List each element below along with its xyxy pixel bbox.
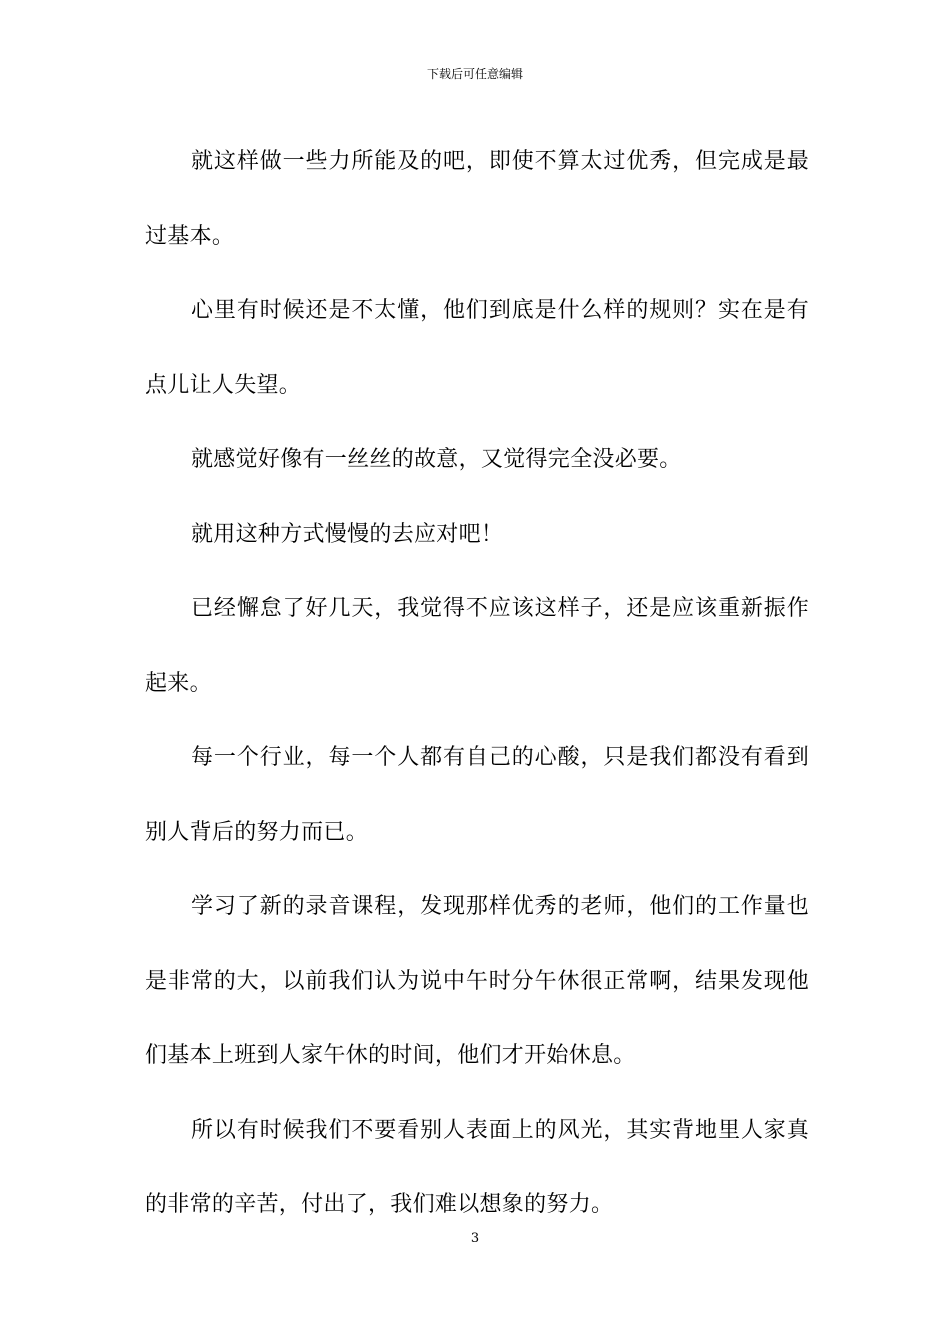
paragraph-6: 每一个行业，每一个人都有自己的心酸，只是我们都没有看到别人背后的努力而已。 xyxy=(145,745,809,845)
paragraph-4: 就用这种方式慢慢的去应对吧！ xyxy=(191,521,504,547)
paragraph-2: 心里有时候还是不太懂，他们到底是什么样的规则？实在是有点儿让人失望。 xyxy=(145,298,809,398)
paragraph-3: 就感觉好像有一丝丝的故意，又觉得完全没必要。 xyxy=(191,447,682,472)
page-number: 3 xyxy=(470,1231,480,1246)
paragraph-7: 学习了新的录音课程，发现那样优秀的老师，他们的工作量也是非常的大，以前我们认为说中午时分午休很正常啊，结果发现他们基本上班到人家午休的时间，他们才开始休息。 xyxy=(145,894,809,1068)
page-header: 下载后可任意编辑 xyxy=(426,67,523,81)
document-body xyxy=(145,125,809,1243)
paragraph-5: 已经懈怠了好几天，我觉得不应该这样子，还是应该重新振作起来。 xyxy=(145,596,809,696)
paragraph-1: 就这样做一些力所能及的吧，即使不算太过优秀，但完成是最过基本。 xyxy=(145,149,809,249)
paragraph-8: 所以有时候我们不要看别人表面上的风光，其实背地里人家真的非常的辛苦，付出了，我们难以想象的努力。 xyxy=(145,1117,809,1217)
